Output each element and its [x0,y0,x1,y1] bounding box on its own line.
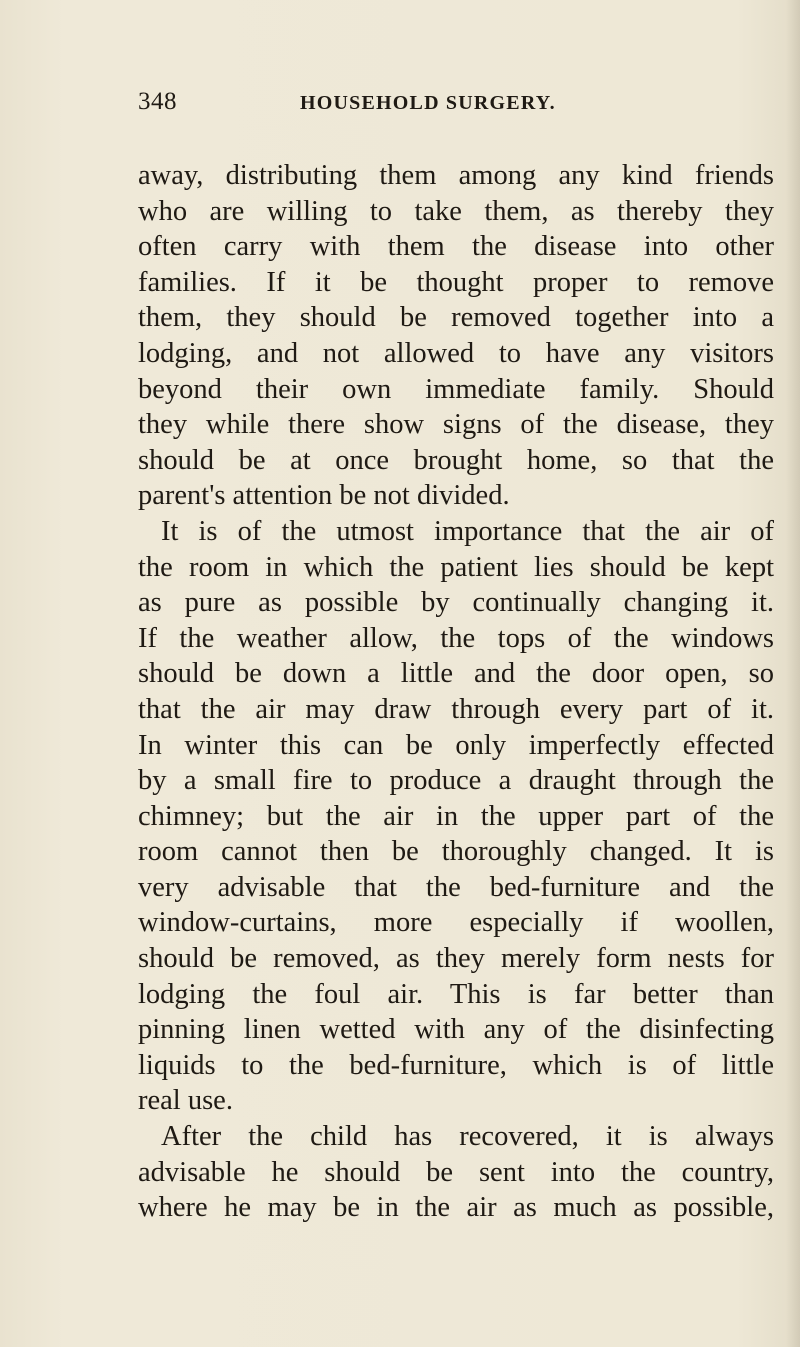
text-line: real use. [138,1085,233,1117]
text-line: very advisable that the bed-furniture and the [138,871,774,903]
text-line: advisable he should be sent into the country, [138,1156,774,1188]
text-line: the room in which the patient lies should be kept [138,551,774,583]
text-line: who are willing to take them, as thereby they [138,195,774,227]
text-line: away, distributing them among any kind friends [138,160,774,191]
paragraph-start-line: After the child has recovered, it is always [161,1121,774,1153]
text-line: lodging, and not allowed to have any visitors [138,337,774,369]
text-line: families. If it be thought proper to remove [138,266,774,298]
text-line: pinning linen wetted with any of the disinfecting [138,1014,774,1046]
text-line: beyond their own immediate family. Should [138,373,774,405]
text-line: In winter this can be only imperfectly effected [138,729,774,761]
text-line: lodging the foul air. This is far better than [138,978,774,1010]
text-line: liquids to the bed-furniture, which is of little [138,1049,774,1081]
text-line: parent's attention be not divided. [138,480,510,512]
page-edge-shadow [786,0,800,1347]
text-line: window-curtains, more especially if woollen, [138,907,774,939]
page-header-title: HOUSEHOLD SURGERY. [300,92,556,114]
text-line: chimney; but the air in the upper part of the [138,800,774,832]
text-line: by a small fire to produce a draught through the [138,765,774,797]
body-text [138,158,774,1226]
text-line: room cannot then be thoroughly changed. It is [138,836,774,868]
text-line: If the weather allow, the tops of the windows [138,622,774,654]
text-line: should be down a little and the door open, so [138,658,774,690]
text-line: should be removed, as they merely form nests for [138,943,774,975]
text-line: should be at once brought home, so that the [138,444,774,476]
text-line: as pure as possible by continually changing it. [138,587,774,619]
text-line: often carry with them the disease into other [138,231,774,263]
running-head [138,88,778,122]
text-line: where he may be in the air as much as possible, [138,1192,774,1224]
paragraph-start-line: It is of the utmost importance that the air of [161,515,774,547]
page-number: 348 [138,88,177,115]
text-line: that the air may draw through every part of it. [138,693,774,725]
text-line: them, they should be removed together into a [138,302,774,334]
text-line: they while there show signs of the disease, they [138,409,774,441]
